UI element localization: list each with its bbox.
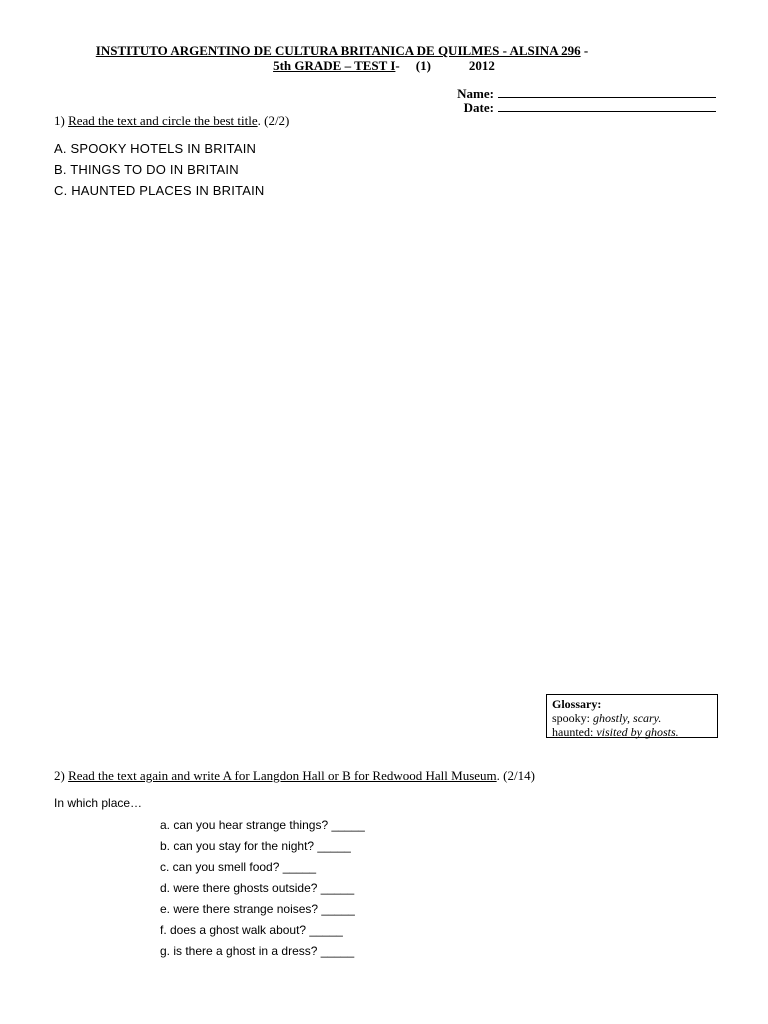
glossary-definition: ghostly, scary. [593,711,662,725]
name-line[interactable] [498,86,716,98]
glossary-definition: visited by ghosts. [596,725,679,739]
question-b[interactable]: b. can you stay for the night? _____ [160,839,351,853]
exercise-2-score: . (2/14) [496,768,535,783]
glossary-sep: : [586,711,594,725]
test-number: (1) [415,58,431,73]
title-option-b[interactable]: B. THINGS TO DO IN BRITAIN [54,162,239,177]
exercise-1-instruction [54,113,289,129]
title-option-c[interactable]: C. HAUNTED PLACES IN BRITAIN [54,183,265,198]
glossary-sep: : [590,725,597,739]
school-name: INSTITUTO ARGENTINO DE CULTURA BRITANICA DE QUILMES - ALSINA 296 [95,43,581,58]
exercise-1-number: 1) [54,113,69,128]
question-e[interactable]: e. were there strange noises? _____ [160,902,355,916]
glossary-box [546,694,718,738]
exercise-2-instruction [54,768,535,784]
grade-label: 5th GRADE – TEST I [273,58,396,73]
glossary-title: Glossary: [552,697,602,711]
name-label: Name: [457,86,494,101]
school-name-suffix: - [580,43,589,58]
exercise-1-score: . (2/2) [257,113,290,128]
test-year: 2012 [468,58,495,73]
question-c[interactable]: c. can you smell food? _____ [160,860,317,874]
question-g[interactable]: g. is there a ghost in a dress? _____ [160,944,355,958]
glossary-entry [552,725,712,739]
exercise-2-text: Read the text again and write A for Langdon Hall or B for Redwood Hall Museum [68,768,497,783]
question-a[interactable]: a. can you hear strange things? _____ [160,818,365,832]
grade-dash: - [395,58,400,73]
question-d[interactable]: d. were there ghosts outside? _____ [160,881,355,895]
test-header [0,58,768,74]
date-label: Date: [463,100,494,115]
glossary-term: haunted [552,725,590,739]
date-field[interactable] [464,100,716,116]
title-option-a[interactable]: A. SPOOKY HOTELS IN BRITAIN [54,141,257,156]
exercise-2-lead: In which place… [54,796,143,810]
exercise-1-text: Read the text and circle the best title [68,113,258,128]
question-f[interactable]: f. does a ghost walk about? _____ [160,923,343,937]
school-header [0,43,684,59]
exercise-2-number: 2) [54,768,69,783]
date-line[interactable] [498,100,716,112]
glossary-term: spooky [552,711,587,725]
glossary-entry [552,711,712,725]
